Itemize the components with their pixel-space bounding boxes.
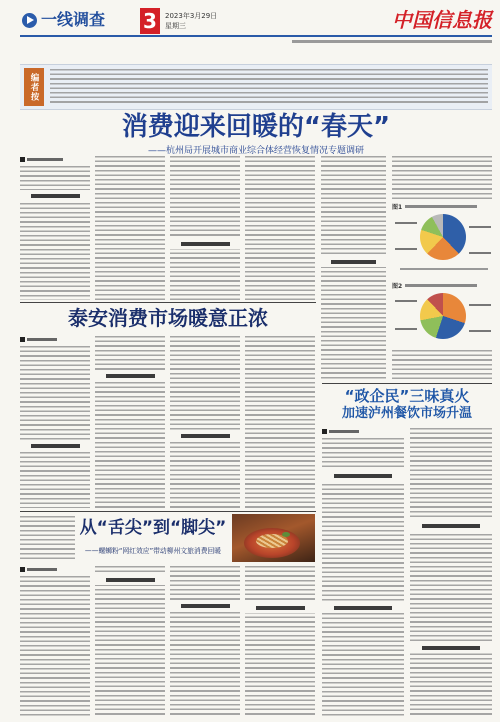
- byline-marker: [20, 157, 25, 162]
- byline-marker: [20, 567, 25, 572]
- editor-credits-line: [292, 40, 492, 43]
- article-column: [20, 576, 90, 718]
- figure-1-caption: [392, 203, 477, 210]
- snail-noodle-photo: [232, 514, 315, 562]
- luzhou-headline-line1: “政企民”三味真火: [344, 387, 470, 405]
- article-column: [245, 566, 315, 718]
- figure-2-slice-label: [469, 330, 491, 332]
- article-column: [95, 156, 165, 300]
- figure-1-legend: [400, 268, 488, 270]
- issue-weekday: 星期三: [165, 22, 186, 30]
- figure-1-number: 图1: [392, 204, 403, 211]
- article-subhead: [170, 238, 240, 249]
- luzhou-headline-line2: 加速泸州餐饮市场升温: [341, 406, 472, 421]
- article-column: [95, 336, 165, 508]
- article-subhead: [170, 430, 240, 441]
- article-column: [95, 566, 165, 718]
- article-column: [170, 566, 240, 718]
- liuzhou-headline: 从“舌尖”到“脚尖”: [79, 518, 227, 538]
- article-subhead: [95, 574, 165, 585]
- article-column: [410, 428, 492, 718]
- article-intro-text: [20, 516, 75, 560]
- byline: [20, 336, 57, 343]
- main-headline: 消费迎来回暖的“春天”: [121, 112, 391, 142]
- issue-date: 2023年3月29日: [165, 12, 218, 20]
- article-column: [20, 346, 90, 508]
- article-column: [321, 156, 386, 380]
- byline-name: [27, 568, 57, 571]
- article-column: [392, 350, 492, 380]
- page-number-badge: 3: [140, 8, 160, 34]
- article-column: [20, 166, 90, 300]
- taian-headline: 泰安消费市场暖意正浓: [68, 306, 268, 330]
- article-subhead: [170, 600, 240, 611]
- byline: [322, 428, 359, 435]
- article-subhead: [20, 190, 90, 201]
- figure-2-caption-text: [405, 284, 477, 287]
- byline-name: [27, 338, 57, 341]
- figure-2-pie-chart: [420, 293, 466, 339]
- editor-note-text: [50, 69, 488, 106]
- article-column: [245, 336, 315, 508]
- byline-marker: [20, 337, 25, 342]
- article-divider: [20, 302, 316, 303]
- article-column: [170, 156, 240, 300]
- byline-marker: [322, 429, 327, 434]
- article-subhead: [20, 440, 90, 451]
- figure-1-pie-chart: [420, 214, 466, 260]
- article-subhead: [410, 520, 492, 531]
- article-subhead: [95, 370, 165, 381]
- figure-1-slice-label: [469, 226, 491, 228]
- liuzhou-subtitle: ——螺蛳粉“网红效应”带动柳州文旅消费回暖: [84, 547, 222, 555]
- article-column: [392, 156, 492, 200]
- article-subhead: [321, 256, 386, 267]
- article-divider: [322, 383, 492, 384]
- article-divider: [20, 511, 316, 512]
- editor-note-label: 编者按: [24, 68, 44, 106]
- article-subhead: [410, 642, 492, 653]
- figure-1-slice-label: [395, 222, 417, 224]
- newspaper-logo: 中国信息报: [392, 8, 492, 32]
- article-column: [170, 336, 240, 508]
- figure-1-caption-text: [405, 205, 477, 208]
- figure-1-slice-label: [469, 252, 491, 254]
- article-subhead: [322, 470, 404, 481]
- main-subtitle: ——杭州局开展城市商业综合体经营恢复情况专题调研: [147, 146, 364, 156]
- figure-2-slice-label: [395, 300, 417, 302]
- section-icon: [22, 13, 37, 28]
- figure-2-slice-label: [395, 328, 417, 330]
- byline: [20, 566, 57, 573]
- section-title: 一线调查: [41, 10, 106, 29]
- figure-1-slice-label: [395, 248, 417, 250]
- article-subhead: [245, 602, 315, 613]
- figure-2-caption: [392, 282, 477, 289]
- photo-garnish: [282, 532, 290, 537]
- article-subhead: [322, 602, 404, 613]
- byline-name: [329, 430, 359, 433]
- figure-2-slice-label: [469, 304, 491, 306]
- byline-name: [27, 158, 63, 161]
- masthead-rule: [20, 35, 492, 37]
- article-column: [245, 156, 315, 300]
- byline: [20, 156, 63, 163]
- figure-2-number: 图2: [392, 283, 403, 290]
